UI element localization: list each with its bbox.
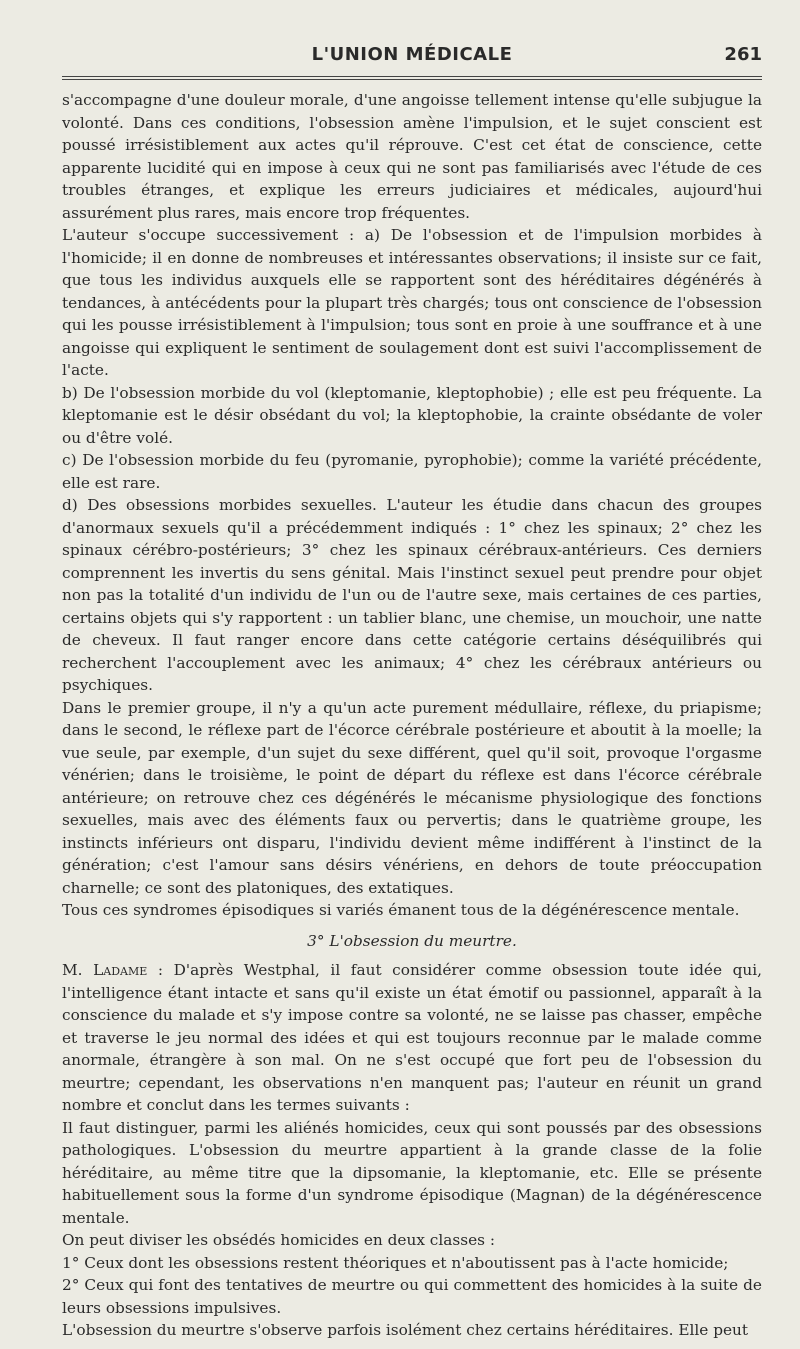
paragraph: L'auteur s'occupe successivement : a) De l'obsession et de l'impulsion morbides à l'homicide; il en donne de nombreuses et intéressantes observations; il insiste sur ce fait, que tous les individus auxquels elle se rapportent sont des héréditaires dégénérés à tendances, à antécédents pour la plupart très chargés; tous ont conscience de l'obsession qui les pousse irrésistiblement à l'impulsion; tous sont en proie à une souffrance et à une angoisse qui expliquent le sentiment de soulagement dont est suivi l'accomplissement de l'acte. (62, 226, 762, 379)
paragraph-text: : D'après Westphal, il faut considérer comme obsession toute idée qui, l'intelligence étant intacte et sans qu'il existe un état émotif ou passionnel, apparaît à la conscience du malade et s'y impose contre sa volonté, ne se laisse pas chasser, empêche et traverse le jeu normal des idées et qui est toujours reconnue par le malade comme anormale, étrangère à son mal. On ne s'est occupé que fort peu de l'obsession du meurtre; cependant, les observations n'en manquent pas; l'auteur en réunit un grand nombre et conclut dans les termes suivants : (62, 961, 763, 1114)
author-name: M. Ladame (62, 961, 148, 979)
paragraph: s'accompagne d'une douleur morale, d'une angoisse tellement intense qu'elle subjugue la volonté. Dans ces conditions, l'obsession amène l'impulsion, et le sujet conscient est poussé irrésistiblement aux actes qu'il réprouve. C'est cet état de conscience, cette apparente lucidité qui en impose à ceux qui ne sont pas familiarisés avec l'étude de ces troubles étranges, et explique les erreurs judiciaires et médicales, aujourd'hui assurément plus rares, mais encore trop fréquentes. (62, 91, 762, 222)
page-number: 261 (724, 44, 762, 65)
section-title: 3° L'obsession du meurtre. (307, 931, 517, 950)
paragraph: Il faut distinguer, parmi les aliénés homicides, ceux qui sont poussés par des obsessions pathologiques. L'obsession du meurtre appartient à la grande classe de la folie héréditaire, au même titre que la dipsomanie, la kleptomanie, etc. Elle se présente habituellement sous la forme d'un syndrome épisodique (Magnan) de la dégénérescence mentale. (62, 1118, 762, 1227)
paragraph: b) De l'obsession morbide du vol (kleptomanie, kleptophobie) ; elle est peu fréquente. La kleptomanie est le désir obsédant du vol; la kleptophobie, la crainte obsédante de voler ou d'être volé. (62, 383, 762, 447)
paragraph: c) De l'obsession morbide du feu (pyromanie, pyrophobie); comme la variété précédente, elle est rare. (62, 451, 762, 492)
paragraph: L'obsession du meurtre s'observe parfois isolément chez certains héréditaires. Elle peut (62, 1321, 749, 1339)
paragraph (62, 959, 762, 1117)
header-rule (62, 76, 762, 80)
running-title: L'UNION MÉDICALE (311, 44, 513, 65)
body-text (62, 89, 762, 1342)
paragraph: Tous ces syndromes épisodiques si variés émanent tous de la dégénérescence mentale. (62, 901, 740, 919)
paragraph: 1° Ceux dont les obsessions restent théoriques et n'aboutissent pas à l'acte homicide; (62, 1253, 729, 1272)
paragraph: Dans le premier groupe, il n'y a qu'un acte purement médullaire, réflexe, du priapisme; dans le second, le réflexe part de l'écorce cérébrale postérieure et aboutit à la moelle; la vue seule, par exemple, d'un sujet du sexe différent, quel qu'il soit, provoque l'orgasme vénérien; dans le troisième, le point de départ du réflexe est dans l'écorce cérébrale antérieure; on retrouve chez ces dégénérés le mécanisme physiologique des fonctions sexuelles, mais avec des éléments faux ou pervertis; dans le quatrième groupe, les instincts inférieurs ont disparu, l'individu devient même indifférent à l'instinct de la génération; c'est l'amour sans désirs vénériens, en dehors de toute préoccupation charnelle; ce sont des platoniques, des extatiques. (62, 698, 762, 897)
page-header (62, 44, 762, 74)
paragraph: 2° Ceux qui font des tentatives de meurtre ou qui commettent des homicides à la suite de leurs obsessions impulsives. (62, 1276, 762, 1317)
paragraph: d) Des obsessions morbides sexuelles. L'auteur les étudie dans chacun des groupes d'anormaux sexuels qu'il a précédemment indiqués : 1° chez les spinaux; 2° chez les spinaux cérébro-postérieurs; 3° chez les spinaux cérébraux-antérieurs. Ces derniers comprennent les invertis du sens génital. Mais l'instinct sexuel peut prendre pour objet non pas la totalité d'un individu de l'un ou de l'autre sexe, mais certaines de ces parties, certains objets qui s'y rapportent : un tablier blanc, une chemise, un mouchoir, une natte de cheveux. Il faut ranger encore dans cette catégorie certains déséquilibrés qui recherchent l'accouplement avec les animaux; 4° chez les cérébraux antérieurs ou psychiques. (62, 496, 762, 694)
paragraph: On peut diviser les obsédés homicides en deux classes : (62, 1231, 496, 1249)
